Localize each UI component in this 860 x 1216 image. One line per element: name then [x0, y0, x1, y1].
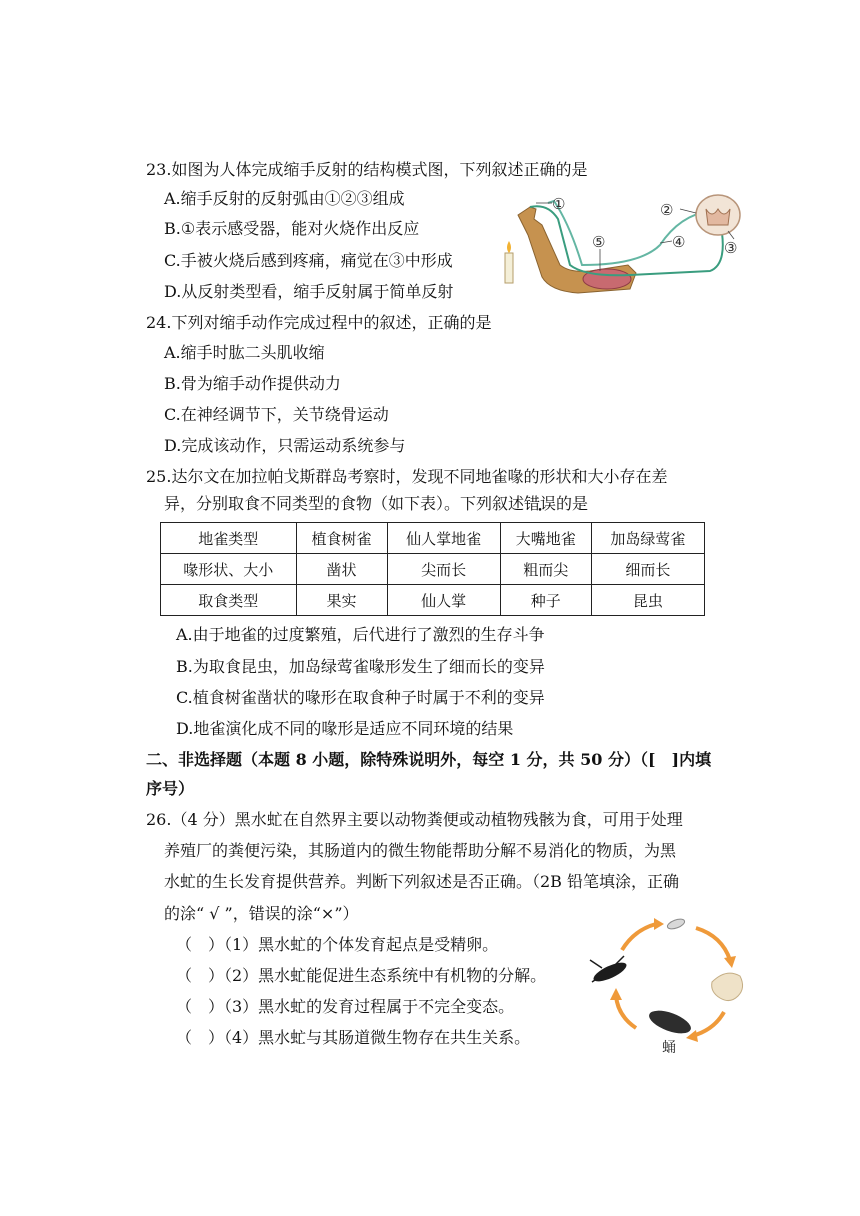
pupa-icon — [646, 1006, 694, 1038]
table-row: 取食类型 果实 仙人掌 种子 昆虫 — [161, 585, 705, 616]
table-row: 喙形状、大小 凿状 尖而长 粗而尖 细而长 — [161, 554, 705, 585]
q26-stem-line2: 养殖厂的粪便污染，其肠道内的微生物能帮助分解不易消化的物质，为黑 — [164, 841, 677, 860]
q24-option-b: B.骨为缩手动作提供动力 — [164, 374, 341, 393]
q24-option-d: D.完成该动作，只需运动系统参与 — [164, 436, 406, 455]
q26-item-3[interactable]: （ ）（3）黑水虻的发育过程属于不完全变态。 — [176, 997, 515, 1016]
q26-item-4[interactable]: （ ）（4）黑水虻与其肠道微生物存在共生关系。 — [176, 1028, 531, 1047]
figure-label-4: ④ — [672, 233, 686, 251]
q26-item-1[interactable]: （ ）（1）黑水虻的个体发育起点是受精卵。 — [176, 935, 499, 954]
section-heading: 二、非选择题（本题 8 小题，除特殊说明外，每空 1 分，共 50 分）（[ ]内填 — [146, 750, 712, 769]
q24-option-c: C.在神经调节下，关节绕骨运动 — [164, 405, 389, 424]
q23-option-a: A.缩手反射的反射弧由①②③组成 — [164, 189, 405, 208]
fly-icon — [591, 959, 629, 985]
life-cycle-figure — [584, 912, 754, 1062]
q25-option-b: B.为取食昆虫，加岛绿莺雀喙形发生了细而长的变异 — [176, 657, 545, 676]
q25-option-d: D.地雀演化成不同的喙形是适应不同环境的结果 — [176, 719, 514, 738]
q26-stem-line3: 水虻的生长发育提供营养。判断下列叙述是否正确。（2B 铅笔填涂，正确 — [164, 872, 680, 891]
table-row: 地雀类型 植食树雀 仙人掌地雀 大嘴地雀 加岛绿莺雀 — [161, 523, 705, 554]
q23-stem: 23.如图为人体完成缩手反射的结构模式图，下列叙述正确的是 — [146, 160, 588, 179]
section-heading-cont: 序号） — [146, 779, 195, 798]
pupa-label: 蛹 — [662, 1040, 676, 1056]
q23-option-b: B.①表示感受器，能对火烧作出反应 — [164, 219, 420, 238]
q25-stem-line1: 25.达尔文在加拉帕戈斯群岛考察时，发现不同地雀喙的形状和大小存在差 — [146, 467, 668, 486]
q26-stem-line1: 26.（4 分）黑水虻在自然界主要以动物粪便或动植物残骸为食，可用于处理 — [146, 810, 683, 829]
larva-icon — [712, 973, 743, 1000]
q23-option-c: C.手被火烧后感到疼痛，痛觉在③中形成 — [164, 251, 453, 270]
figure-label-1: ① — [552, 195, 566, 213]
egg-icon — [666, 917, 686, 931]
candle-icon — [505, 253, 513, 283]
reflex-arc-figure — [500, 185, 755, 300]
q25-option-a: A.由于地雀的过度繁殖，后代进行了激烈的生存斗争 — [176, 625, 545, 644]
q24-option-a: A.缩手时肱二头肌收缩 — [164, 343, 325, 362]
q24-stem: 24.下列对缩手动作完成过程中的叙述，正确的是 — [146, 313, 492, 332]
q26-item-2[interactable]: （ ）（2）黑水虻能促进生态系统中有机物的分解。 — [176, 966, 547, 985]
q23-option-d: D.从反射类型看，缩手反射属于简单反射 — [164, 282, 454, 301]
q26-stem-line4: 的涂“ √ ”，错误的涂“×”） — [164, 904, 359, 923]
emphasis-word: 错误 — [524, 494, 557, 513]
q25-stem-line2: 异，分别取食不同类型的食物（如下表）。下列叙述错误的是 — [164, 494, 589, 513]
q25-option-c: C.植食树雀凿状的喙形在取食种子时属于不利的变异 — [176, 688, 545, 707]
finch-table — [160, 522, 705, 616]
figure-label-3: ③ — [724, 239, 738, 257]
figure-label-2: ② — [660, 201, 674, 219]
figure-label-5: ⑤ — [592, 233, 606, 251]
